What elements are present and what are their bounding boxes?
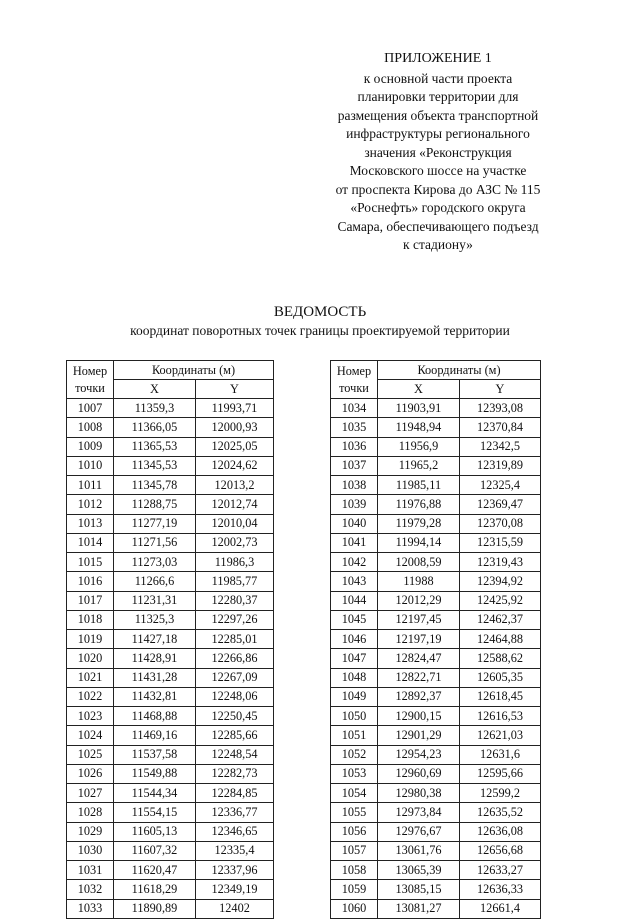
table-row bbox=[331, 822, 541, 841]
x-column-header: X bbox=[378, 380, 460, 399]
table-row bbox=[331, 707, 541, 726]
table-row bbox=[331, 899, 541, 918]
table-row bbox=[331, 437, 541, 456]
x-coordinate-cell: 12197,45 bbox=[378, 610, 460, 629]
y-column-header: Y bbox=[460, 380, 541, 399]
x-coordinate-cell: 11988 bbox=[378, 572, 460, 591]
table-row bbox=[67, 649, 274, 668]
x-coordinate-cell: 11325,3 bbox=[114, 610, 196, 629]
y-coordinate-cell: 11985,77 bbox=[196, 572, 274, 591]
x-coordinate-cell: 11620,47 bbox=[114, 861, 196, 880]
table-row bbox=[67, 726, 274, 745]
point-number-cell: 1035 bbox=[331, 418, 378, 437]
table-row bbox=[67, 822, 274, 841]
appendix-caption bbox=[308, 50, 568, 255]
point-number-cell: 1045 bbox=[331, 610, 378, 629]
x-coordinate-cell: 11273,03 bbox=[114, 553, 196, 572]
y-coordinate-cell: 12342,5 bbox=[460, 437, 541, 456]
table-row bbox=[331, 726, 541, 745]
table-row bbox=[331, 514, 541, 533]
x-coordinate-cell: 13085,15 bbox=[378, 880, 460, 899]
point-number-header bbox=[67, 361, 114, 399]
table-row bbox=[331, 687, 541, 706]
point-number-cell: 1049 bbox=[331, 687, 378, 706]
x-coordinate-cell: 12008,59 bbox=[378, 553, 460, 572]
appendix-line: значения «Реконструкция bbox=[364, 144, 512, 160]
y-coordinate-cell: 12335,4 bbox=[196, 841, 274, 860]
x-coordinate-cell: 11537,58 bbox=[114, 745, 196, 764]
point-number-cell: 1030 bbox=[67, 841, 114, 860]
y-coordinate-cell: 12349,19 bbox=[196, 880, 274, 899]
table-row bbox=[67, 630, 274, 649]
x-coordinate-cell: 11965,2 bbox=[378, 456, 460, 475]
x-coordinate-cell: 11890,89 bbox=[114, 899, 196, 918]
point-number-cell: 1025 bbox=[67, 745, 114, 764]
point-number-cell: 1019 bbox=[67, 630, 114, 649]
table-row bbox=[67, 841, 274, 860]
table-row bbox=[67, 784, 274, 803]
point-number-cell: 1028 bbox=[67, 803, 114, 822]
y-column-header: Y bbox=[196, 380, 274, 399]
table-row bbox=[331, 418, 541, 437]
y-coordinate-cell: 12315,59 bbox=[460, 533, 541, 552]
point-number-cell: 1046 bbox=[331, 630, 378, 649]
table-row bbox=[331, 861, 541, 880]
point-number-header bbox=[331, 361, 378, 399]
point-number-cell: 1022 bbox=[67, 687, 114, 706]
point-number-cell: 1036 bbox=[331, 437, 378, 456]
point-number-cell: 1016 bbox=[67, 572, 114, 591]
x-coordinate-cell: 12973,84 bbox=[378, 803, 460, 822]
y-coordinate-cell: 12394,92 bbox=[460, 572, 541, 591]
x-coordinate-cell: 12900,15 bbox=[378, 707, 460, 726]
y-coordinate-cell: 12325,4 bbox=[460, 476, 541, 495]
x-coordinate-cell: 11956,9 bbox=[378, 437, 460, 456]
coordinates-table-left-body bbox=[67, 399, 274, 919]
document-subtitle: координат поворотных точек границы проектируемой территории bbox=[130, 323, 510, 338]
y-coordinate-cell: 12635,52 bbox=[460, 803, 541, 822]
x-coordinate-cell: 11431,28 bbox=[114, 668, 196, 687]
y-coordinate-cell: 11986,3 bbox=[196, 553, 274, 572]
table-row bbox=[331, 764, 541, 783]
point-number-cell: 1054 bbox=[331, 784, 378, 803]
table-row bbox=[331, 880, 541, 899]
x-coordinate-cell: 11976,88 bbox=[378, 495, 460, 514]
x-coordinate-cell: 11271,56 bbox=[114, 533, 196, 552]
x-coordinate-cell: 12824,47 bbox=[378, 649, 460, 668]
x-coordinate-cell: 13065,39 bbox=[378, 861, 460, 880]
y-coordinate-cell: 12012,74 bbox=[196, 495, 274, 514]
x-coordinate-cell: 12892,37 bbox=[378, 687, 460, 706]
point-number-cell: 1038 bbox=[331, 476, 378, 495]
table-row bbox=[67, 668, 274, 687]
x-coordinate-cell: 12197,19 bbox=[378, 630, 460, 649]
table-row bbox=[331, 745, 541, 764]
x-coordinate-cell: 12954,23 bbox=[378, 745, 460, 764]
x-coordinate-cell: 12012,29 bbox=[378, 591, 460, 610]
table-row bbox=[331, 668, 541, 687]
point-number-cell: 1044 bbox=[331, 591, 378, 610]
x-coordinate-cell: 11544,34 bbox=[114, 784, 196, 803]
point-number-cell: 1034 bbox=[331, 399, 378, 418]
coordinates-header: Координаты (м) bbox=[378, 361, 541, 380]
y-coordinate-cell: 12605,35 bbox=[460, 668, 541, 687]
appendix-line: планировки территории для bbox=[357, 89, 519, 104]
table-row bbox=[331, 456, 541, 475]
appendix-line: к основной части проекта bbox=[363, 70, 513, 86]
x-coordinate-cell: 11428,91 bbox=[114, 649, 196, 668]
y-coordinate-cell: 12393,08 bbox=[460, 399, 541, 418]
y-coordinate-cell: 11993,71 bbox=[196, 399, 274, 418]
y-coordinate-cell: 12616,53 bbox=[460, 707, 541, 726]
y-coordinate-cell: 12267,09 bbox=[196, 668, 274, 687]
x-coordinate-cell: 11605,13 bbox=[114, 822, 196, 841]
point-number-cell: 1009 bbox=[67, 437, 114, 456]
y-coordinate-cell: 12661,4 bbox=[460, 899, 541, 918]
y-coordinate-cell: 12588,62 bbox=[460, 649, 541, 668]
x-column-header: X bbox=[114, 380, 196, 399]
y-coordinate-cell: 12319,43 bbox=[460, 553, 541, 572]
x-coordinate-cell: 11985,11 bbox=[378, 476, 460, 495]
x-coordinate-cell: 13061,76 bbox=[378, 841, 460, 860]
point-number-cell: 1048 bbox=[331, 668, 378, 687]
y-coordinate-cell: 12250,45 bbox=[196, 707, 274, 726]
point-number-cell: 1047 bbox=[331, 649, 378, 668]
y-coordinate-cell: 12248,54 bbox=[196, 745, 274, 764]
point-number-header-line2: точки bbox=[339, 380, 369, 395]
point-number-cell: 1029 bbox=[67, 822, 114, 841]
point-number-cell: 1018 bbox=[67, 610, 114, 629]
coordinates-header: Координаты (м) bbox=[114, 361, 274, 380]
x-coordinate-cell: 11366,05 bbox=[114, 418, 196, 437]
x-coordinate-cell: 11948,94 bbox=[378, 418, 460, 437]
y-coordinate-cell: 12002,73 bbox=[196, 533, 274, 552]
table-row bbox=[331, 495, 541, 514]
x-coordinate-cell: 12822,71 bbox=[378, 668, 460, 687]
point-number-cell: 1012 bbox=[67, 495, 114, 514]
y-coordinate-cell: 12297,26 bbox=[196, 610, 274, 629]
table-row bbox=[67, 553, 274, 572]
x-coordinate-cell: 11554,15 bbox=[114, 803, 196, 822]
point-number-cell: 1033 bbox=[67, 899, 114, 918]
y-coordinate-cell: 12337,96 bbox=[196, 861, 274, 880]
x-coordinate-cell: 11979,28 bbox=[378, 514, 460, 533]
table-row bbox=[67, 610, 274, 629]
point-number-cell: 1013 bbox=[67, 514, 114, 533]
x-coordinate-cell: 11469,16 bbox=[114, 726, 196, 745]
table-row bbox=[67, 476, 274, 495]
y-coordinate-cell: 12462,37 bbox=[460, 610, 541, 629]
table-row bbox=[67, 880, 274, 899]
point-number-cell: 1041 bbox=[331, 533, 378, 552]
point-number-cell: 1060 bbox=[331, 899, 378, 918]
point-number-header-line1: Номер bbox=[336, 363, 372, 378]
point-number-cell: 1039 bbox=[331, 495, 378, 514]
x-coordinate-cell: 11345,78 bbox=[114, 476, 196, 495]
y-coordinate-cell: 12636,08 bbox=[460, 822, 541, 841]
y-coordinate-cell: 12631,6 bbox=[460, 745, 541, 764]
y-coordinate-cell: 12282,73 bbox=[196, 764, 274, 783]
point-number-cell: 1056 bbox=[331, 822, 378, 841]
point-number-cell: 1051 bbox=[331, 726, 378, 745]
appendix-line: к стадиону» bbox=[403, 237, 473, 252]
y-coordinate-cell: 12464,88 bbox=[460, 630, 541, 649]
appendix-line: инфраструктуры регионального bbox=[346, 126, 530, 141]
document-title: ВЕДОМОСТЬ bbox=[273, 304, 367, 320]
point-number-cell: 1043 bbox=[331, 572, 378, 591]
y-coordinate-cell: 12025,05 bbox=[196, 437, 274, 456]
x-coordinate-cell: 11607,32 bbox=[114, 841, 196, 860]
table-row bbox=[67, 533, 274, 552]
x-coordinate-cell: 11266,6 bbox=[114, 572, 196, 591]
point-number-cell: 1040 bbox=[331, 514, 378, 533]
y-coordinate-cell: 12280,37 bbox=[196, 591, 274, 610]
table-row bbox=[67, 495, 274, 514]
point-number-header-line2: точки bbox=[75, 380, 105, 395]
x-coordinate-cell: 11231,31 bbox=[114, 591, 196, 610]
table-row bbox=[67, 399, 274, 418]
y-coordinate-cell: 12000,93 bbox=[196, 418, 274, 437]
point-number-cell: 1032 bbox=[67, 880, 114, 899]
y-coordinate-cell: 12346,65 bbox=[196, 822, 274, 841]
y-coordinate-cell: 12284,85 bbox=[196, 784, 274, 803]
point-number-header-line1: Номер bbox=[72, 363, 108, 378]
table-row bbox=[331, 784, 541, 803]
table-row bbox=[331, 841, 541, 860]
appendix-line: «Роснефть» городского округа bbox=[350, 200, 526, 215]
appendix-line: размещения объекта транспортной bbox=[337, 107, 539, 123]
appendix-line: Самара, обеспечивающего подъезд bbox=[337, 218, 539, 234]
table-row bbox=[331, 476, 541, 495]
point-number-cell: 1059 bbox=[331, 880, 378, 899]
x-coordinate-cell: 11903,91 bbox=[378, 399, 460, 418]
point-number-cell: 1052 bbox=[331, 745, 378, 764]
table-row bbox=[67, 861, 274, 880]
point-number-cell: 1023 bbox=[67, 707, 114, 726]
table-row bbox=[67, 764, 274, 783]
x-coordinate-cell: 11277,19 bbox=[114, 514, 196, 533]
point-number-cell: 1010 bbox=[67, 456, 114, 475]
y-coordinate-cell: 12319,89 bbox=[460, 456, 541, 475]
point-number-cell: 1042 bbox=[331, 553, 378, 572]
x-coordinate-cell: 11345,53 bbox=[114, 456, 196, 475]
point-number-cell: 1053 bbox=[331, 764, 378, 783]
table-row bbox=[67, 687, 274, 706]
y-coordinate-cell: 12599,2 bbox=[460, 784, 541, 803]
x-coordinate-cell: 11618,29 bbox=[114, 880, 196, 899]
y-coordinate-cell: 12425,92 bbox=[460, 591, 541, 610]
table-row bbox=[331, 591, 541, 610]
x-coordinate-cell: 11468,88 bbox=[114, 707, 196, 726]
y-coordinate-cell: 12370,08 bbox=[460, 514, 541, 533]
y-coordinate-cell: 12010,04 bbox=[196, 514, 274, 533]
table-row bbox=[67, 707, 274, 726]
appendix-heading: ПРИЛОЖЕНИЕ 1 bbox=[384, 51, 492, 66]
y-coordinate-cell: 12656,68 bbox=[460, 841, 541, 860]
table-row bbox=[331, 649, 541, 668]
table-row bbox=[331, 553, 541, 572]
y-coordinate-cell: 12369,47 bbox=[460, 495, 541, 514]
table-row bbox=[67, 514, 274, 533]
point-number-cell: 1011 bbox=[67, 476, 114, 495]
y-coordinate-cell: 12285,01 bbox=[196, 630, 274, 649]
point-number-cell: 1057 bbox=[331, 841, 378, 860]
table-row bbox=[67, 899, 274, 918]
y-coordinate-cell: 12621,03 bbox=[460, 726, 541, 745]
table-row bbox=[331, 610, 541, 629]
point-number-cell: 1024 bbox=[67, 726, 114, 745]
x-coordinate-cell: 12960,69 bbox=[378, 764, 460, 783]
table-row bbox=[331, 630, 541, 649]
x-coordinate-cell: 12901,29 bbox=[378, 726, 460, 745]
y-coordinate-cell: 12370,84 bbox=[460, 418, 541, 437]
coordinates-table-right-body bbox=[331, 399, 541, 919]
y-coordinate-cell: 12618,45 bbox=[460, 687, 541, 706]
x-coordinate-cell: 11994,14 bbox=[378, 533, 460, 552]
y-coordinate-cell: 12402 bbox=[196, 899, 274, 918]
point-number-cell: 1037 bbox=[331, 456, 378, 475]
table-row bbox=[331, 803, 541, 822]
y-coordinate-cell: 12633,27 bbox=[460, 861, 541, 880]
table-row bbox=[67, 418, 274, 437]
table-row bbox=[67, 803, 274, 822]
x-coordinate-cell: 11365,53 bbox=[114, 437, 196, 456]
x-coordinate-cell: 11288,75 bbox=[114, 495, 196, 514]
x-coordinate-cell: 11427,18 bbox=[114, 630, 196, 649]
appendix-line: от проспекта Кирова до АЗС № 115 bbox=[335, 181, 541, 197]
x-coordinate-cell: 12976,67 bbox=[378, 822, 460, 841]
x-coordinate-cell: 11549,88 bbox=[114, 764, 196, 783]
point-number-cell: 1031 bbox=[67, 861, 114, 880]
table-row bbox=[67, 437, 274, 456]
table-row bbox=[331, 533, 541, 552]
table-row bbox=[331, 399, 541, 418]
y-coordinate-cell: 12248,06 bbox=[196, 687, 274, 706]
table-row bbox=[67, 456, 274, 475]
coordinates-table-right bbox=[330, 360, 541, 919]
y-coordinate-cell: 12336,77 bbox=[196, 803, 274, 822]
point-number-cell: 1007 bbox=[67, 399, 114, 418]
appendix-line: Московского шоссе на участке bbox=[349, 163, 527, 178]
y-coordinate-cell: 12024,62 bbox=[196, 456, 274, 475]
table-row bbox=[67, 745, 274, 764]
y-coordinate-cell: 12595,66 bbox=[460, 764, 541, 783]
x-coordinate-cell: 12980,38 bbox=[378, 784, 460, 803]
point-number-cell: 1017 bbox=[67, 591, 114, 610]
point-number-cell: 1026 bbox=[67, 764, 114, 783]
point-number-cell: 1014 bbox=[67, 533, 114, 552]
table-row bbox=[331, 572, 541, 591]
point-number-cell: 1027 bbox=[67, 784, 114, 803]
point-number-cell: 1058 bbox=[331, 861, 378, 880]
table-row bbox=[67, 591, 274, 610]
x-coordinate-cell: 13081,27 bbox=[378, 899, 460, 918]
point-number-cell: 1008 bbox=[67, 418, 114, 437]
coordinates-table-left bbox=[66, 360, 274, 919]
point-number-cell: 1020 bbox=[67, 649, 114, 668]
point-number-cell: 1055 bbox=[331, 803, 378, 822]
point-number-cell: 1050 bbox=[331, 707, 378, 726]
y-coordinate-cell: 12636,33 bbox=[460, 880, 541, 899]
point-number-cell: 1021 bbox=[67, 668, 114, 687]
y-coordinate-cell: 12013,2 bbox=[196, 476, 274, 495]
x-coordinate-cell: 11432,81 bbox=[114, 687, 196, 706]
y-coordinate-cell: 12266,86 bbox=[196, 649, 274, 668]
y-coordinate-cell: 12285,66 bbox=[196, 726, 274, 745]
point-number-cell: 1015 bbox=[67, 553, 114, 572]
x-coordinate-cell: 11359,3 bbox=[114, 399, 196, 418]
table-row bbox=[67, 572, 274, 591]
